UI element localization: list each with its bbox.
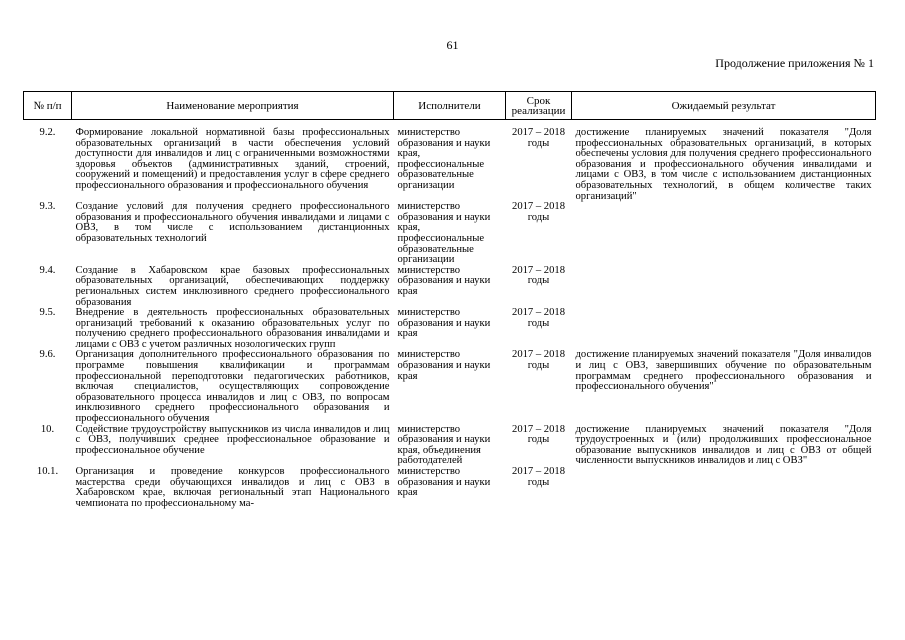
row-result — [572, 266, 876, 308]
row-term: 2017 – 2018 годы — [512, 466, 565, 488]
row-result — [572, 467, 876, 509]
row-num: 9.5. — [39, 307, 56, 319]
row-result — [572, 308, 876, 350]
row-result: достижение планируемых значений показателя "Доля трудоустроенных и (или) продолживших профессиональное образование выпускников инвалидов и лиц с ОВЗ от общей численности выпускников инвалидов и лиц с ОВЗ" — [575, 423, 872, 467]
appendix-note: Продолжение приложения № 1 — [715, 56, 874, 70]
header-term: Срок реализации — [506, 92, 572, 120]
header-executors: Исполнители — [394, 92, 506, 120]
page-number: 61 — [446, 38, 459, 52]
table-row — [24, 308, 876, 350]
header-num: № п/п — [24, 92, 72, 120]
row-term: 2017 – 2018 годы — [512, 349, 565, 372]
table-row — [24, 467, 876, 509]
header-name: Наименование мероприятия — [72, 92, 394, 120]
table-row — [24, 120, 876, 203]
row-name: Организация дополнительного профессионального образования по программе повышения квалификации и программам профессиональной переподготовки педагогических работников, включая специалистов, осуществляющих сопровождение образовательного процесса инвалидов и лиц с ОВЗ, по вопросам инклюзивного среднего профессионального образования и профессионального обучения — [75, 349, 390, 425]
row-result: достижение планируемых значений показателя "Доля профессиональных образовательных организаций, в которых обеспечены условия для получения среднего профессионального образования и профессионального обучения инвалидами и лицами с ОВЗ, в том числе с использованием дистанционных образовательных технологий, в общем количестве таких организаций" — [575, 127, 872, 202]
row-name: Внедрение в деятельность профессиональных образовательных организаций требований к оказанию образовательных услуг по получению среднего профессионального образования инвалидами и лицами с ОВЗ с учетом различных нозологических групп — [75, 307, 390, 350]
row-result: достижение планируемых значений показателя "Доля инвалидов и лиц с ОВЗ, завершивших обучение по образовательным программам среднего профессионального образования и профессионального обучения" — [575, 349, 872, 393]
row-name: Организация и проведение конкурсов профессионального мастерства среди обучающихся инвалидов и лиц с ОВЗ в Хабаровском крае, включая региональный этап Национального чемпионата по профессиональному ма- — [75, 466, 390, 509]
row-num: 10. — [40, 423, 55, 435]
row-executors: министерство образования и науки края — [397, 264, 491, 297]
row-name: Содействие трудоустройству выпускников из числа инвалидов и лиц с ОВЗ, получивших среднее профессиональное образование и профессиональное обучение — [75, 423, 390, 456]
row-name: Формирование локальной нормативной базы профессиональных образовательных организаций в части обеспечения условий доступности для инвалидов и лиц с ограниченными возможностями здоровья объектов (административных зданий, строений, сооружений и помещений) и предоставления услуг в сфере среднего профессионального образования и профессионального обучения — [75, 127, 390, 191]
row-num: 9.4. — [39, 264, 56, 276]
row-term: 2017 – 2018 годы — [512, 307, 565, 329]
row-num: 9.6. — [39, 349, 56, 361]
row-num: 9.2. — [39, 127, 56, 138]
row-term: 2017 – 2018 годы — [512, 127, 565, 149]
row-name: Создание в Хабаровском крае базовых профессиональных образовательных организаций, обеспечивающих поддержку региональных систем инклюзивного среднего профессионального образования — [75, 264, 390, 308]
row-name: Создание условий для получения среднего профессионального образования и профессионального обучения инвалидами и лицами с ОВЗ, в том числе с использованием дистанционных образовательных технологий — [75, 201, 390, 244]
table-row — [24, 266, 876, 308]
row-executors: министерство образования и науки края — [397, 466, 491, 499]
row-term: 2017 – 2018 годы — [512, 423, 565, 446]
table-row — [24, 202, 876, 266]
table-row — [24, 425, 876, 467]
row-term: 2017 – 2018 годы — [512, 201, 565, 223]
row-num: 10.1. — [36, 466, 59, 477]
row-num: 9.3. — [39, 201, 56, 213]
row-executors: министерство образования и науки края, профессиональные образовательные организации — [397, 127, 491, 191]
row-executors: министерство образования и науки края, профессиональные образовательные организации — [397, 201, 491, 266]
row-term: 2017 – 2018 годы — [512, 264, 565, 287]
table-header-row — [24, 92, 876, 120]
header-result: Ожидаемый результат — [572, 92, 876, 120]
row-executors: министерство образования и науки края, объединения работодателей — [397, 423, 491, 467]
measures-table — [23, 91, 876, 509]
row-result — [572, 202, 876, 266]
row-executors: министерство образования и науки края — [397, 349, 491, 382]
row-executors: министерство образования и науки края — [397, 307, 491, 340]
table-row — [24, 350, 876, 424]
